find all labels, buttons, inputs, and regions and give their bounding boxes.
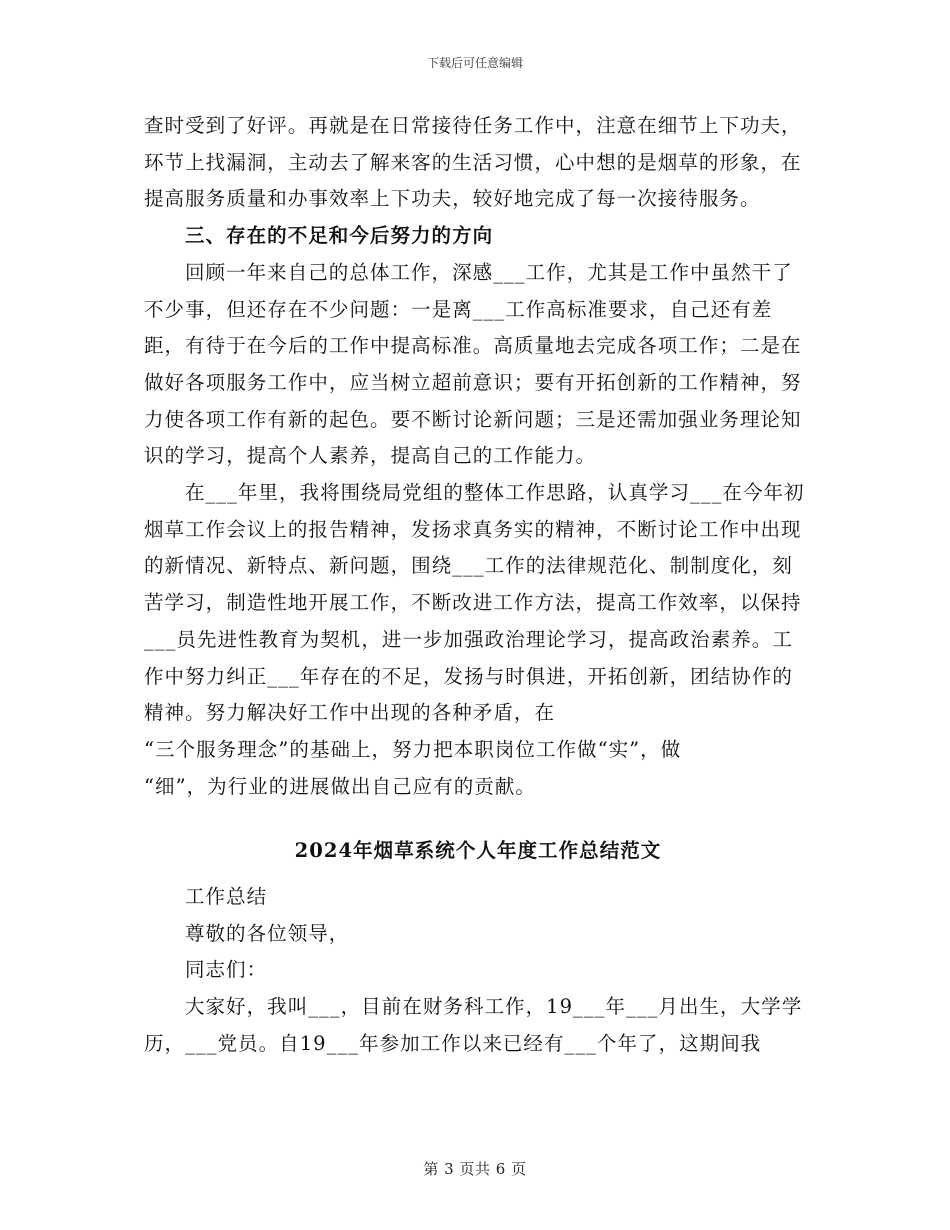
salutation-comrades: 同志们：: [184, 958, 268, 982]
paragraph-plan: 在___年里，我将围绕局党组的整体工作思路，认真学习___在今年初烟草工作会议上的报告精神，发扬求真务实的精神，不断讨论工作中出现的新情况、新特点、新问题，围绕___工作的法律规范化、制制度化，刻苦学习，制造性地开展工作，不断改进工作方法，提高工作效率，以保持___员先进性教育为契机，进一步加强政治理论学习，提高政治素养。工作中努力纠正___年存在的不足，发扬与时俱进，开拓创新，团结协作的精神。努力解决好工作中出现的各种矛盾，在: [144, 481, 805, 725]
paragraph-plan-line2: “三个服务理念”的基础上，努力把本职岗位工作做“实”，做: [144, 737, 682, 761]
page-header: 下载后可任意编辑: [426, 56, 523, 70]
page-number: 第 3 页共 6 页: [423, 1160, 527, 1178]
summary-label: 工作总结: [184, 885, 268, 909]
section-heading: 三、存在的不足和今后努力的方向: [184, 224, 494, 248]
page-footer: [0, 1158, 950, 1179]
paragraph-plan-line3: “细”，为行业的进展做出自己应有的贡献。: [144, 774, 536, 798]
paragraph-review: 回顾一年来自己的总体工作，深感___工作，尤其是工作中虽然干了不少事，但还存在不少问题：一是离___工作高标准要求，自己还有差距，有待于在今后的工作中提高标准。高质量地去完成各项工作；二是在做好各项服务工作中，应当树立超前意识；要有开拓创新的工作精神，努力使各项工作有新的起色。要不断讨论新问题；三是还需加强业务理论知识的学习，提高个人素养，提高自己的工作能力。: [144, 260, 802, 468]
paragraph-continuation: 查时受到了好评。再就是在日常接待任务工作中，注意在细节上下功夫，环节上找漏洞，主动去了解来客的生活习惯，心中想的是烟草的形象，在提高服务质量和办事效率上下功夫，较好地完成了每一次接待服务。: [144, 114, 802, 211]
document-body: [144, 108, 812, 1063]
document-title: 2024年烟草系统个人年度工作总结范文: [294, 839, 662, 863]
salutation: 尊敬的各位领导，: [184, 921, 350, 945]
paragraph-intro: 大家好，我叫___，目前在财务科工作，19___年___月出生，大学学历，___党员。自19___年参加工作以来已经有___个年了，这期间我: [144, 995, 803, 1055]
